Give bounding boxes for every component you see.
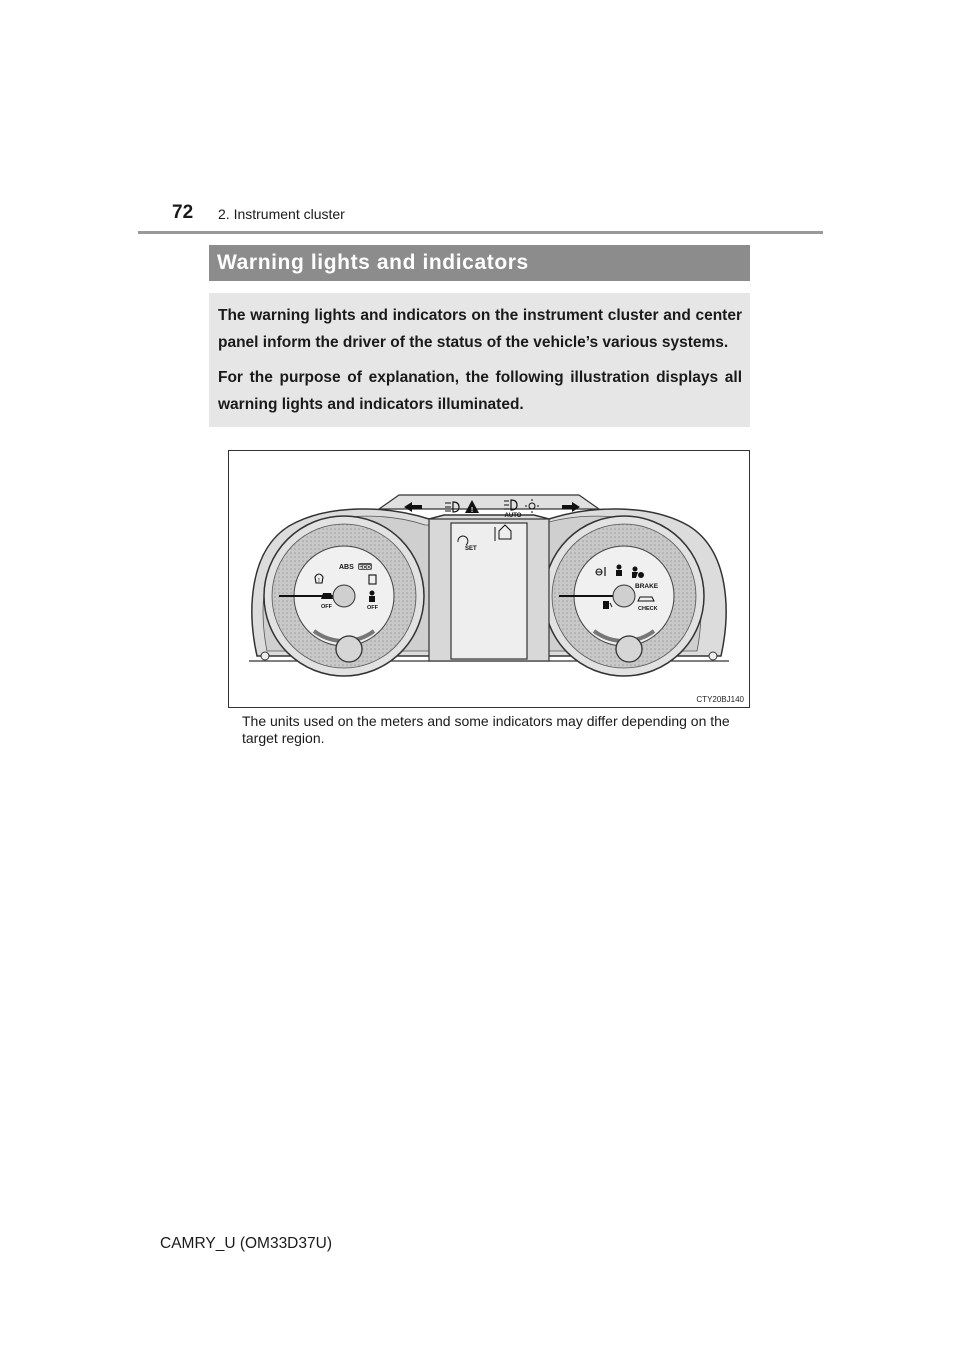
abs-label: ABS <box>339 564 354 571</box>
footer-model-code: CAMRY_U (OM33D37U) <box>160 1235 332 1252</box>
eco-label: ECO <box>359 565 371 571</box>
slip-icon <box>321 593 333 599</box>
trip-knob-right <box>616 636 642 662</box>
figure-caption: The units used on the meters and some indicators may differ depending on the target region. <box>242 713 730 746</box>
seatbelt-icon-left <box>369 591 375 603</box>
off-right-label: OFF <box>367 605 378 611</box>
set-label: SET <box>465 546 477 552</box>
svg-text:!: ! <box>470 507 474 514</box>
header-rule <box>138 231 823 234</box>
page-title: Warning lights and indicators <box>217 251 529 274</box>
auto-label: AUTO <box>504 513 522 519</box>
multi-information-display <box>451 523 527 659</box>
section-title: 2. Instrument cluster <box>218 206 345 222</box>
instrument-cluster-figure <box>228 450 750 708</box>
speedometer-gauge <box>264 516 424 676</box>
off-left-label: OFF <box>321 604 332 610</box>
title-bar <box>209 245 750 281</box>
instrument-cluster-illustration <box>229 451 749 707</box>
tachometer-gauge <box>544 516 704 676</box>
check-label: CHECK <box>638 606 658 612</box>
screw-left <box>261 652 269 660</box>
figure-code: CTY20BJ140 <box>696 695 744 704</box>
intro-box <box>209 293 750 427</box>
screw-right <box>709 652 717 660</box>
svg-text:!: ! <box>318 578 320 584</box>
seatbelt-icon <box>616 565 622 577</box>
trip-knob-left <box>336 636 362 662</box>
intro-paragraph-1: The warning lights and indicators on the instrument cluster and center panel inform the driver of the status of the vehicle’s various systems. <box>218 307 742 351</box>
brake-label: BRAKE <box>635 583 659 590</box>
intro-paragraph-2: For the purpose of explanation, the following illustration displays all warning lights and indicators illuminated. <box>218 369 742 413</box>
page-number: 72 <box>172 202 194 223</box>
